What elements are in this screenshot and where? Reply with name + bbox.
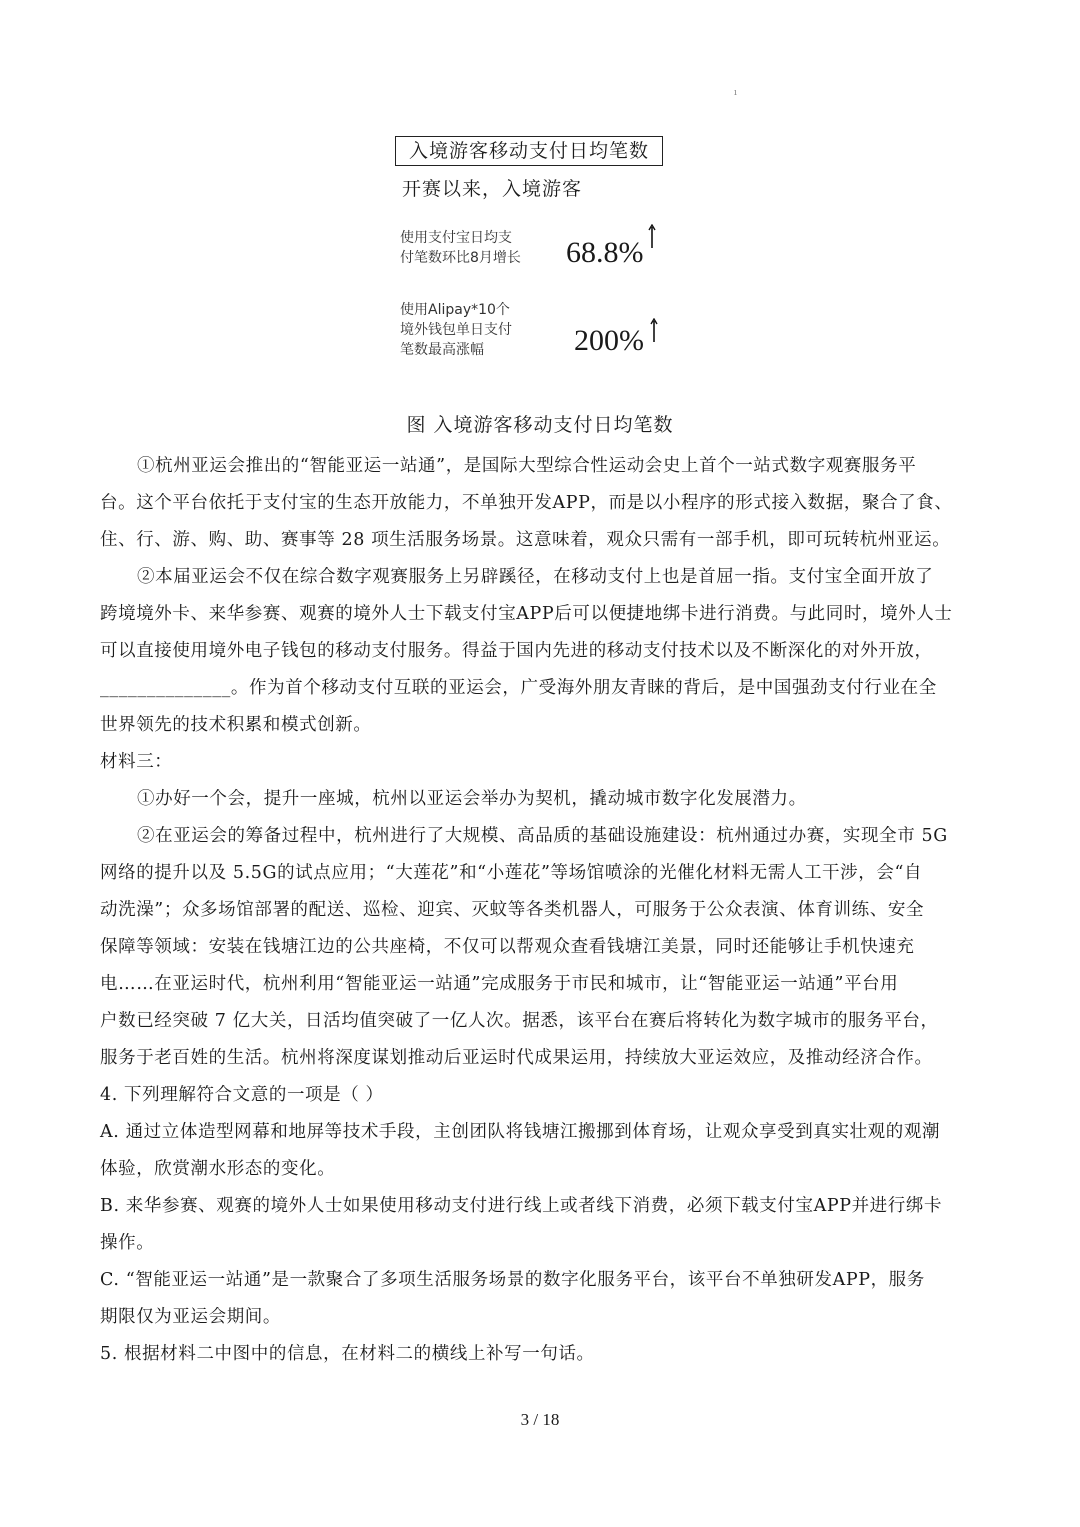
paragraph-line: 可以直接使用境外电子钱包的移动支付服务。得益于国内先进的移动支付技术以及不断深化的对外开放， bbox=[100, 641, 933, 661]
paragraph-line: 电……在亚运时代，杭州利用“智能亚运一站通”完成服务于市民和城市，让“智能亚运一站通”平台用 bbox=[100, 974, 899, 994]
paragraph-line: 网络的提升以及 5.5G的试点应用；“大莲花”和“小莲花”等场馆喷涂的光催化材料无需人工干涉，会“自 bbox=[100, 863, 923, 883]
question-5-stem: 5. 根据材料二中图中的信息，在材料二的横线上补写一句话。 bbox=[100, 1344, 595, 1364]
paragraph-line: 住、行、游、购、助、赛事等 28 项生活服务场景。这意味着，观众只需有一部手机，即可玩转杭州亚运。 bbox=[100, 530, 951, 550]
paragraph-line: 台。这个平台依托于支付宝的生态开放能力，不单独开发APP，而是以小程序的形式接入数据，聚合了食、 bbox=[100, 493, 953, 513]
section-label: 材料三： bbox=[100, 752, 173, 772]
fill-in-blank-line: ______________。作为首个移动支付互联的亚运会，广受海外朋友青睐的背后，是中国强劲支付行业在全 bbox=[100, 678, 937, 698]
option-c-continued: 期限仅为亚运会期间。 bbox=[100, 1307, 281, 1327]
paragraph-line: ①办好一个会，提升一座城，杭州以亚运会举办为契机，撬动城市数字化发展潜力。 bbox=[137, 789, 807, 809]
paragraph-line: 保障等领域：安装在钱塘江边的公共座椅，不仅可以帮观众查看钱塘江美景，同时还能够让手机快速充 bbox=[100, 937, 915, 957]
page-number: 3 / 18 bbox=[520, 1410, 560, 1429]
stat-description-2: 使用Alipay*10个 境外钱包单日支付 笔数最高涨幅 bbox=[400, 302, 512, 358]
stat-value-1: 68.8% bbox=[566, 236, 644, 269]
paragraph-line: 服务于老百姓的生活。杭州将深度谋划推动后亚运时代成果运用，持续放大亚运效应，及推动经济合作。 bbox=[100, 1048, 933, 1068]
stat-description-1: 使用支付宝日均支 付笔数环比8月增长 bbox=[400, 230, 521, 266]
paragraph-line: 跨境境外卡、来华参赛、观赛的境外人士下载支付宝APP后可以便捷地绑卡进行消费。与此同时，境外人士 bbox=[100, 604, 953, 624]
paragraph-line: ①杭州亚运会推出的“智能亚运一站通”，是国际大型综合性运动会史上首个一站式数字观赛服务平 bbox=[137, 456, 917, 476]
option-a-continued: 体验，欣赏潮水形态的变化。 bbox=[100, 1159, 336, 1179]
paragraph-line: 动洗澡”；众多场馆部署的配送、巡检、迎宾、灭蚊等各类机器人，可服务于公众表演、体育训练、安全 bbox=[100, 900, 925, 920]
figure-caption: 图 入境游客移动支付日均笔数 bbox=[406, 414, 674, 436]
up-arrow-icon bbox=[650, 318, 658, 342]
option-c: C. “智能亚运一站通”是一款聚合了多项生活服务场景的数字化服务平台，该平台不单独研发APP，服务 bbox=[100, 1270, 925, 1290]
figure-title: 入境游客移动支付日均笔数 bbox=[395, 136, 663, 166]
option-a: A. 通过立体造型网幕和地屏等技术手段，主创团队将钱塘江搬挪到体育场，让观众享受到真实壮观的观潮 bbox=[100, 1122, 941, 1142]
option-b-continued: 操作。 bbox=[100, 1233, 155, 1253]
question-4-stem: 4. 下列理解符合文意的一项是（ ） bbox=[100, 1085, 384, 1105]
paragraph-line: 户数已经突破 7 亿大关，日活均值突破了一亿人次。据悉，该平台在赛后将转化为数字城市的服务平台， bbox=[100, 1011, 939, 1031]
stat-value-2: 200% bbox=[574, 324, 644, 357]
payment-figure bbox=[390, 132, 710, 372]
paragraph-line: ②本届亚运会不仅在综合数字观赛服务上另辟蹊径，在移动支付上也是首屈一指。支付宝全面开放了 bbox=[137, 567, 934, 587]
paragraph-line: 世界领先的技术积累和模式创新。 bbox=[100, 715, 372, 735]
corner-mark: ı bbox=[734, 88, 737, 98]
figure-subtitle: 开赛以来，入境游客 bbox=[402, 178, 583, 200]
option-b: B. 来华参赛、观赛的境外人士如果使用移动支付进行线上或者线下消费，必须下载支付宝APP并进行绑卡 bbox=[100, 1196, 943, 1216]
paragraph-line: ②在亚运会的筹备过程中，杭州进行了大规模、高品质的基础设施建设：杭州通过办赛，实现全市 5G bbox=[137, 826, 948, 846]
up-arrow-icon bbox=[648, 224, 656, 248]
